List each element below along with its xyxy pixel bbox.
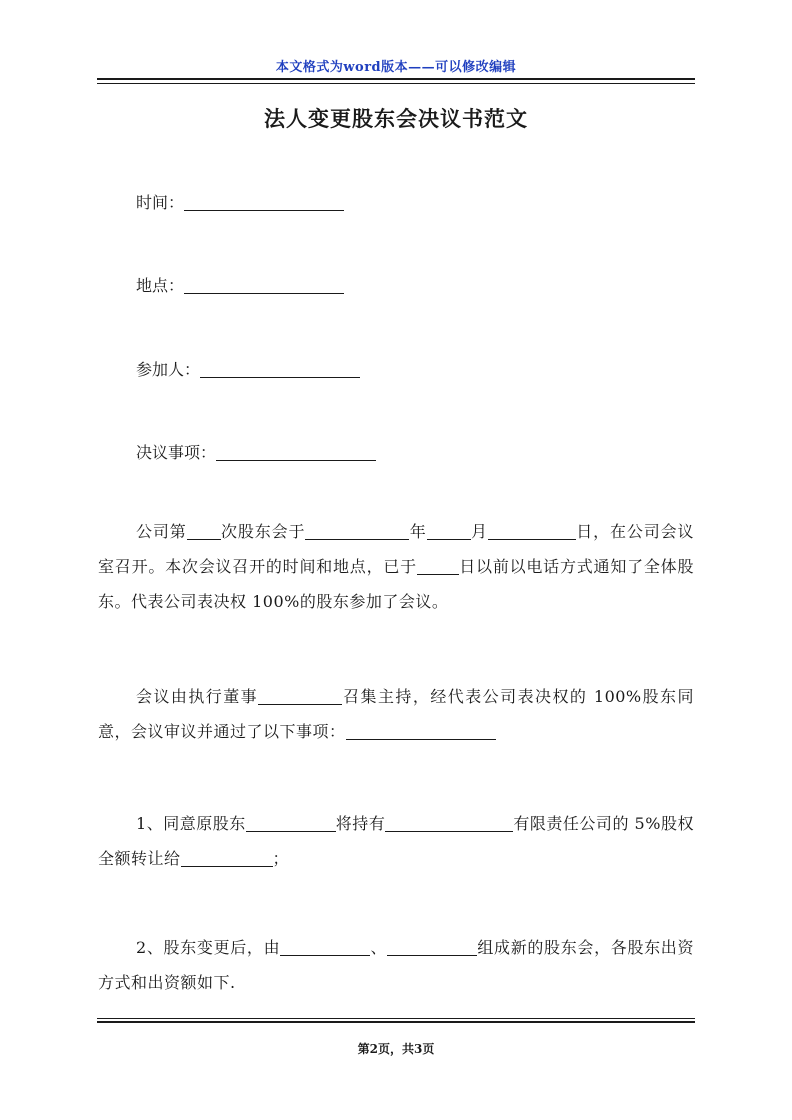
time-field xyxy=(136,190,344,213)
place-label: 地点： xyxy=(136,276,185,295)
p2-text-2: 召集主持，经代表公司表决权的 100%股东同意，会议审议并通过了以下事项： xyxy=(98,687,694,741)
place-blank xyxy=(184,275,344,294)
attendees-label: 参加人： xyxy=(136,360,201,379)
paragraph-chair xyxy=(98,679,694,749)
time-blank xyxy=(184,192,344,211)
matters-label: 决议事项： xyxy=(136,443,217,462)
attendees-field xyxy=(136,357,360,380)
p4-text-3: 组成新的股东会，各股东出资方式和出资额如下. xyxy=(98,938,694,992)
p1-blank-notice-day xyxy=(417,556,459,575)
p4-text-2: 、 xyxy=(370,938,388,957)
p3-blank-shareholder xyxy=(246,813,336,832)
p3-blank-transferee xyxy=(181,848,273,867)
header-rule-thin xyxy=(97,83,695,84)
p1-text-3: 年 xyxy=(409,522,427,541)
p1-blank-day xyxy=(488,521,576,540)
attendees-blank xyxy=(200,359,360,378)
footer-rule-thin xyxy=(97,1018,695,1019)
page-number: 第2页，共3页 xyxy=(357,1042,435,1056)
p1-blank-session xyxy=(187,521,221,540)
document-title: 法人变更股东会决议书范文 xyxy=(264,106,528,131)
p3-text-4: ； xyxy=(272,849,290,868)
p4-blank-holder-a xyxy=(280,937,370,956)
p3-blank-company xyxy=(385,813,513,832)
header-banner: 本文格式为word版本——可以修改编辑 xyxy=(275,60,517,75)
p3-text-2: 将持有 xyxy=(335,814,386,833)
p3-text-1: 1、同意原股东 xyxy=(136,814,246,833)
p1-blank-year xyxy=(305,521,409,540)
p1-text-6: 日以前以电话方式通知了全体股东。代表公司表决权 100%的股东参加了会议。 xyxy=(98,557,694,611)
p2-text-1: 会议由执行董事 xyxy=(136,687,259,706)
p1-text-4: 月 xyxy=(470,522,488,541)
p1-blank-month xyxy=(427,521,471,540)
time-label: 时间： xyxy=(136,193,185,212)
p1-text-2: 次股东会于 xyxy=(220,522,306,541)
p1-text-5: 日，在公司会议室召开。本次会议召开的时间和地点，已于 xyxy=(98,522,694,576)
paragraph-item-1 xyxy=(98,806,694,876)
p2-blank-director xyxy=(258,686,342,705)
p1-text-1: 公司第 xyxy=(136,522,187,541)
p2-blank-matters xyxy=(346,721,496,740)
p4-text-1: 2、股东变更后，由 xyxy=(136,938,281,957)
matters-field xyxy=(136,440,376,463)
p3-text-3: 有限责任公司的 5%股权全额转让给 xyxy=(98,814,694,868)
paragraph-item-2 xyxy=(98,930,694,1000)
header-rule-thick xyxy=(97,78,695,80)
footer-rule-thick xyxy=(97,1021,695,1023)
matters-blank xyxy=(216,442,376,461)
place-field xyxy=(136,273,344,296)
paragraph-meeting-info xyxy=(98,514,694,619)
p4-blank-holder-b xyxy=(387,937,477,956)
